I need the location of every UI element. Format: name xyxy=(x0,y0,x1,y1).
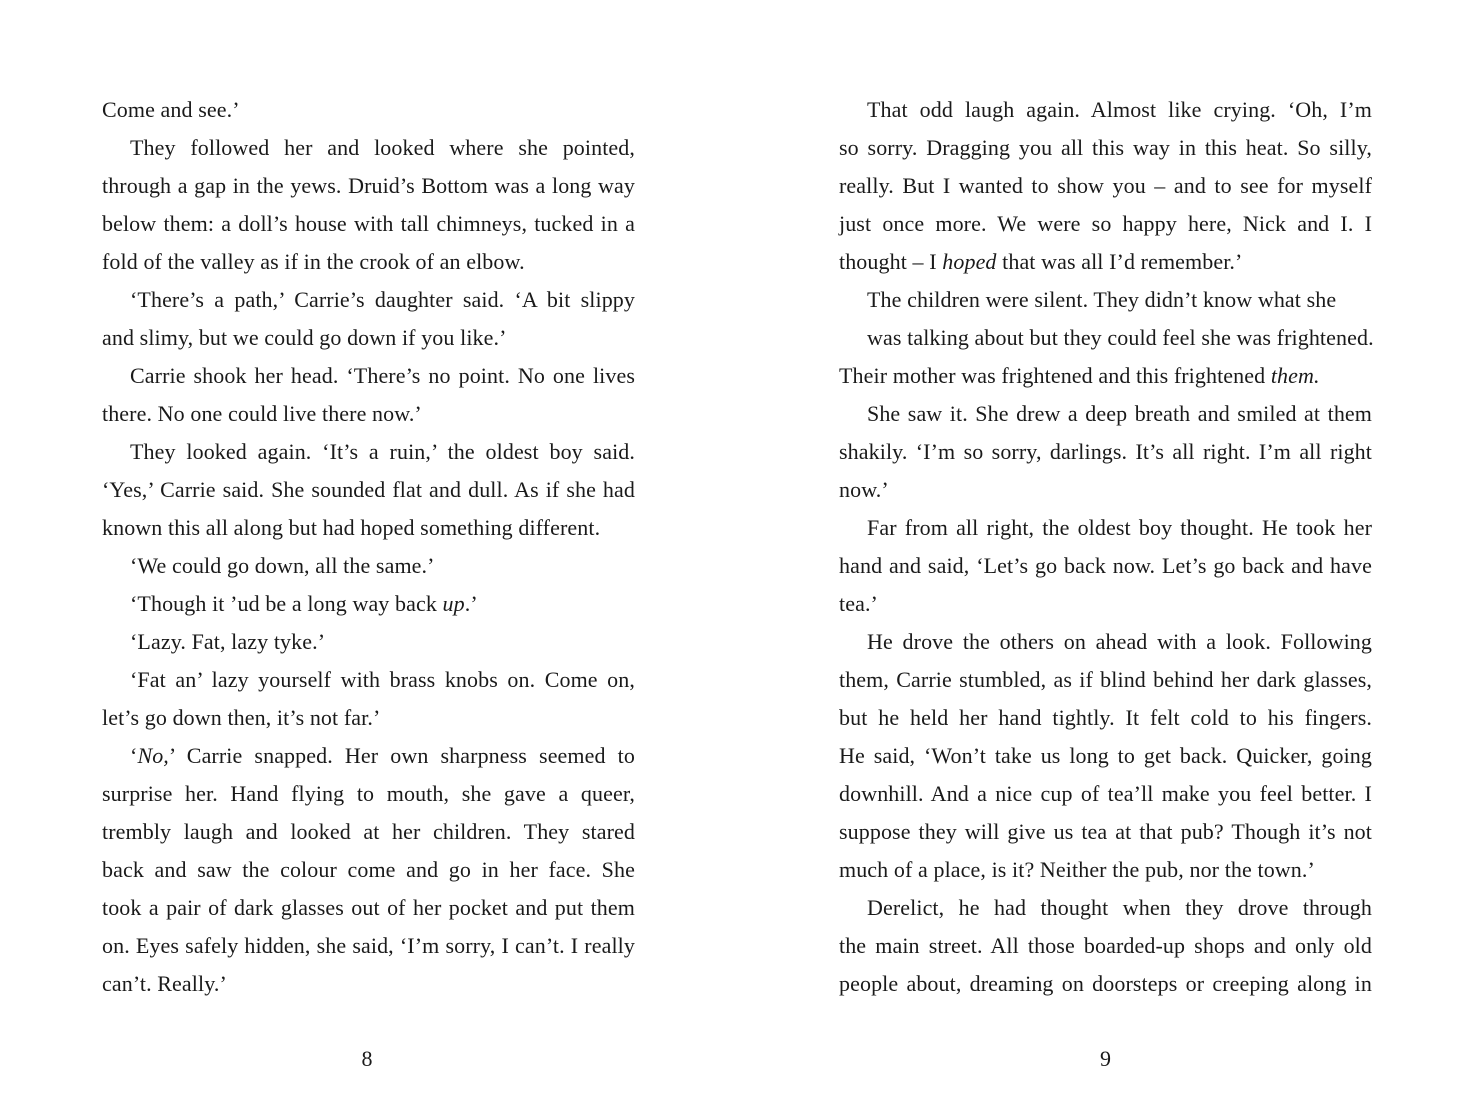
text-line: so sorry. Dragging you all this way in this heat. So silly, xyxy=(839,135,1372,160)
text-line: They looked again. ‘It’s a ruin,’ the oldest boy said. xyxy=(130,439,635,464)
text-line: The children were silent. They didn’t know what she xyxy=(867,287,1337,312)
text-line: trembly laugh and looked at her children. They stared xyxy=(102,819,635,844)
text-line: now.’ xyxy=(839,477,889,502)
text-run: that was all I’d remember.’ xyxy=(996,249,1243,274)
text-line: hand and said, ‘Let’s go back now. Let’s go back and have xyxy=(839,553,1372,578)
text-line: ‘Lazy. Fat, lazy tyke.’ xyxy=(130,629,326,654)
italic-run: hoped xyxy=(942,249,997,274)
text-line: the main street. All those boarded-up shops and only old xyxy=(839,933,1372,958)
text-line: there. No one could live there now.’ xyxy=(102,401,422,426)
text-line: downhill. And a nice cup of tea’ll make you feel better. I xyxy=(839,781,1372,806)
text-run: thought – I xyxy=(839,249,943,274)
left-page xyxy=(102,0,635,1117)
text-line: ‘Fat an’ lazy yourself with brass knobs on. Come on, xyxy=(130,667,635,692)
text-run: ’ Carrie snapped. Her own sharpness seemed to xyxy=(168,743,635,768)
text-run: Their mother was frightened and this frightened xyxy=(839,363,1271,388)
text-line: He drove the others on ahead with a look. Following xyxy=(867,629,1372,654)
text-line: much of a place, is it? Neither the pub, nor the town.’ xyxy=(839,857,1315,882)
text-line: and slimy, but we could go down if you like.’ xyxy=(102,325,507,350)
text-line: really. But I wanted to show you – and to see for myself xyxy=(839,173,1372,198)
right-page-text xyxy=(839,91,1372,1003)
text-line: She saw it. She drew a deep breath and smiled at them xyxy=(867,401,1372,426)
text-line: shakily. ‘I’m so sorry, darlings. It’s all right. I’m all right xyxy=(839,439,1372,464)
text-line: surprise her. Hand flying to mouth, she gave a queer, xyxy=(102,781,635,806)
page-number: 9 xyxy=(1100,1046,1111,1071)
italic-run: up xyxy=(442,591,465,616)
italic-run: No, xyxy=(137,743,169,768)
right-page xyxy=(839,0,1372,1117)
text-line: Derelict, he had thought when they drove through xyxy=(867,895,1372,920)
text-line: Come and see.’ xyxy=(102,97,240,122)
text-line xyxy=(839,357,1372,395)
italic-run: them. xyxy=(1270,363,1320,388)
text-line: was talking about but they could feel she was frightened. xyxy=(867,325,1374,350)
text-line: through a gap in the yews. Druid’s Bottom was a long way xyxy=(102,173,635,198)
text-line: let’s go down then, it’s not far.’ xyxy=(102,705,381,730)
text-line: them, Carrie stumbled, as if blind behind her dark glasses, xyxy=(839,667,1372,692)
text-line: They followed her and looked where she pointed, xyxy=(130,135,635,160)
text-line: Carrie shook her head. ‘There’s no point. No one lives xyxy=(130,363,635,388)
page-number: 8 xyxy=(361,1046,373,1071)
text-line: suppose they will give us tea at that pub? Though it’s not xyxy=(839,819,1372,844)
text-run: ‘ xyxy=(130,743,138,768)
left-page-text xyxy=(102,91,635,1003)
text-line: can’t. Really.’ xyxy=(102,971,227,996)
text-line: fold of the valley as if in the crook of an elbow. xyxy=(102,249,525,274)
text-run: ‘Though it ’ud be a long way back xyxy=(130,591,443,616)
text-line: Far from all right, the oldest boy thought. He took her xyxy=(867,515,1372,540)
text-line: back and saw the colour come and go in her face. She xyxy=(102,857,635,882)
text-line: took a pair of dark glasses out of her pocket and put them xyxy=(102,895,635,920)
text-line: just once more. We were so happy here, Nick and I. I xyxy=(839,211,1372,236)
text-line xyxy=(839,243,1372,281)
text-run: .’ xyxy=(464,591,478,616)
text-line xyxy=(102,585,635,623)
text-line: on. Eyes safely hidden, she said, ‘I’m sorry, I can’t. I really xyxy=(102,933,635,958)
text-line: below them: a doll’s house with tall chimneys, tucked in a xyxy=(102,211,635,236)
text-line: ‘We could go down, all the same.’ xyxy=(130,553,435,578)
text-line: He said, ‘Won’t take us long to get back. Quicker, going xyxy=(839,743,1372,768)
text-line: tea.’ xyxy=(839,591,878,616)
text-line: ‘There’s a path,’ Carrie’s daughter said. ‘A bit slippy xyxy=(130,287,635,312)
text-line: ‘Yes,’ Carrie said. She sounded flat and dull. As if she had xyxy=(102,477,635,502)
text-line: That odd laugh again. Almost like crying. ‘Oh, I’m xyxy=(867,97,1372,122)
text-line: known this all along but had hoped something different. xyxy=(102,515,601,540)
text-line xyxy=(102,737,635,775)
text-line: but he held her hand tightly. It felt cold to his fingers. xyxy=(839,705,1372,730)
text-line: people about, dreaming on doorsteps or creeping along in xyxy=(839,971,1372,996)
